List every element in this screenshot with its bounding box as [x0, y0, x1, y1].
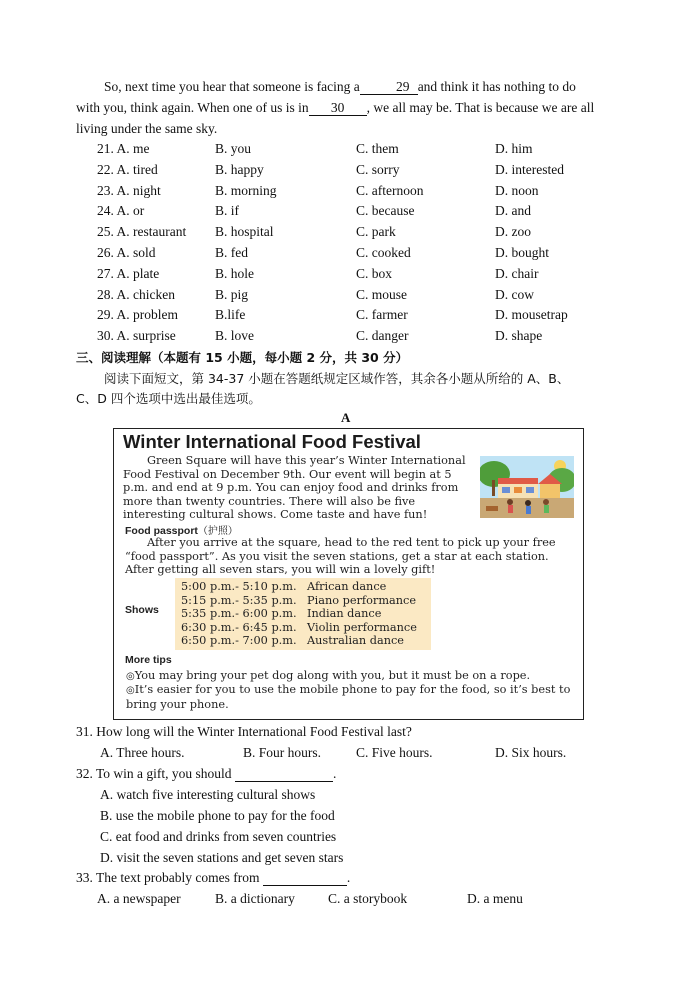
- passage-paragraph: [76, 118, 621, 139]
- option-d: D. noon: [495, 182, 539, 198]
- option-b: B. if: [215, 203, 240, 219]
- question-stem: [76, 766, 336, 782]
- option-c: C. mouse: [356, 286, 408, 302]
- question-text: 33. The text probably comes from: [76, 870, 260, 885]
- option-c: C. box: [356, 265, 393, 281]
- option-c: C. sorry: [356, 161, 400, 177]
- choice-row: [76, 287, 636, 308]
- passage-paragraph: [76, 76, 621, 97]
- passport-label: Food passport: [125, 525, 198, 537]
- show-name: Violin performance: [307, 620, 417, 634]
- question-text: 32. To win a gift, you should: [76, 766, 232, 781]
- bullet-icon: ◎: [126, 671, 135, 682]
- answer-blank-30: 30: [309, 101, 367, 116]
- show-name: Indian dance: [307, 607, 382, 621]
- passage-label: A: [341, 410, 351, 425]
- option-b: B. love: [215, 328, 254, 344]
- option-b: B.life: [215, 307, 246, 323]
- answer-blank: [235, 767, 333, 782]
- option-d: D. bought: [495, 245, 549, 260]
- choice-row: [76, 266, 636, 287]
- option-d: D. cow: [495, 286, 534, 302]
- passage-text: and think it has nothing to do: [417, 79, 576, 94]
- choice-row: [76, 203, 636, 224]
- option-a: 29. A. problem: [97, 307, 178, 323]
- section-instruction: C、D 四个选项中选出最佳选项。: [76, 391, 261, 406]
- passage-paragraph: [76, 97, 621, 118]
- option-b: B. use the mobile phone to pay for the food: [100, 808, 335, 823]
- question-stem: 31. How long will the Winter International Food Festival last?: [76, 724, 412, 739]
- bullet-icon: ◎: [126, 685, 135, 696]
- section-instruction: 阅读下面短文，第 34-37 小题在答题纸规定区域作答，其余各小题从所给的 A、B、: [104, 371, 570, 386]
- option-a: 21. A. me: [97, 141, 150, 156]
- option-d: D. zoo: [495, 224, 531, 240]
- choice-row: [76, 245, 636, 266]
- option-d: D. a menu: [467, 891, 523, 906]
- option-a: A. a newspaper: [97, 891, 181, 906]
- tips-label: More tips: [125, 654, 172, 666]
- option-d: D. visit the seven stations and get seven stars: [100, 850, 344, 865]
- section-heading: 三、阅读理解（本题有 15 小题，每小题 2 分，共 30 分）: [76, 350, 409, 365]
- option-d: D. Six hours.: [495, 745, 567, 760]
- passage-text: with you, think again. When one of us is in: [76, 100, 309, 115]
- option-a: 30. A. surprise: [97, 328, 176, 344]
- question-stem: [76, 870, 350, 886]
- option-a: 23. A. night: [97, 182, 161, 198]
- festival-ad: [113, 428, 584, 720]
- option-b: B. Four hours.: [243, 745, 322, 760]
- option-a: 27. A. plate: [97, 265, 160, 281]
- festival-illustration: [480, 456, 574, 518]
- option-c: C. park: [356, 224, 396, 240]
- answer-blank: [263, 871, 347, 886]
- answer-blank-29: 29: [360, 80, 418, 95]
- option-d: D. shape: [495, 328, 543, 344]
- show-time: 5:35 p.m.- 6:00 p.m.: [181, 607, 297, 621]
- option-row: [76, 745, 636, 766]
- option-c: C. them: [356, 141, 399, 156]
- question-end: .: [346, 870, 351, 885]
- show-name: Piano performance: [307, 593, 417, 607]
- show-time: 5:15 p.m.- 5:35 p.m.: [181, 593, 297, 607]
- tip-text: You may bring your pet dog along with you, but it must be on a rope.: [134, 669, 531, 682]
- choice-row: [76, 224, 636, 245]
- option-a: 25. A. restaurant: [97, 224, 187, 240]
- passport-text: After you arrive at the square, head to the red tent to pick up your free “food passport”. As you visit the seven stations, get a star at each station. After getting all seven stars, you will win a lovely gift!: [125, 536, 556, 577]
- show-time: 6:30 p.m.- 6:45 p.m.: [181, 620, 297, 634]
- passage-text: So, next time you hear that someone is facing a: [104, 79, 360, 94]
- option-b: B. fed: [215, 245, 248, 260]
- option-c: C. because: [356, 203, 415, 219]
- option-c: C. danger: [356, 328, 409, 344]
- festival-title: Winter International Food Festival: [123, 431, 421, 452]
- choice-row: [76, 162, 636, 183]
- option-a: 26. A. sold: [97, 245, 156, 260]
- show-time: 5:00 p.m.- 5:10 p.m.: [181, 580, 297, 593]
- show-name: Australian dance: [307, 634, 404, 648]
- option-row: [76, 891, 636, 912]
- festival-intro: Green Square will have this year’s Winter International Food Festival on December 9th. Our event will begin at 5 p.m. and end at 9 p.m. You can enjoy food and drinks from more than twenty countries. There will also be five interesting cultural shows. Come taste and have fun!: [123, 454, 466, 522]
- option-c: C. afternoon: [356, 182, 424, 198]
- choice-row: [76, 328, 636, 349]
- passage-text: , we all may be. That is because we are all: [366, 100, 595, 115]
- option-d: D. chair: [495, 265, 539, 281]
- option-c: C. farmer: [356, 307, 408, 323]
- option-d: D. him: [495, 141, 533, 156]
- option-b: B. hole: [215, 265, 254, 281]
- option-c: C. a storybook: [328, 891, 408, 906]
- option-d: D. interested: [495, 161, 564, 177]
- option-b: B. a dictionary: [215, 891, 295, 906]
- option-a: 24. A. or: [97, 203, 145, 219]
- shows-label: Shows: [125, 604, 159, 616]
- option-b: B. pig: [215, 286, 249, 302]
- choice-row: [76, 141, 636, 162]
- option-a: 28. A. chicken: [97, 286, 175, 302]
- option-b: B. morning: [215, 182, 277, 198]
- passage-text: living under the same sky.: [76, 121, 218, 136]
- tip-item: [126, 669, 576, 684]
- question-end: .: [332, 766, 337, 781]
- choice-row: [76, 307, 636, 328]
- tip-text: It’s easier for you to use the mobile phone to pay for the food, so it’s best to bring your phone.: [126, 683, 571, 711]
- option-d: D. and: [495, 203, 531, 219]
- option-b: B. hospital: [215, 224, 274, 240]
- option-b: B. happy: [215, 161, 264, 177]
- shows-schedule: [175, 578, 431, 650]
- option-d: D. mousetrap: [495, 307, 568, 323]
- option-a: 22. A. tired: [97, 161, 158, 177]
- option-a: A. watch five interesting cultural shows: [100, 787, 316, 802]
- passport-heading: [125, 522, 238, 537]
- option-a: A. Three hours.: [100, 745, 185, 760]
- option-b: B. you: [215, 141, 252, 156]
- show-name: African dance: [307, 580, 387, 593]
- tip-item: [126, 683, 576, 711]
- passport-label-zh: （护照）: [197, 526, 238, 537]
- option-c: C. cooked: [356, 245, 411, 260]
- show-time: 6:50 p.m.- 7:00 p.m.: [181, 634, 297, 648]
- option-c: C. eat food and drinks from seven countries: [100, 829, 337, 844]
- option-c: C. Five hours.: [356, 745, 433, 760]
- choice-row: [76, 183, 636, 204]
